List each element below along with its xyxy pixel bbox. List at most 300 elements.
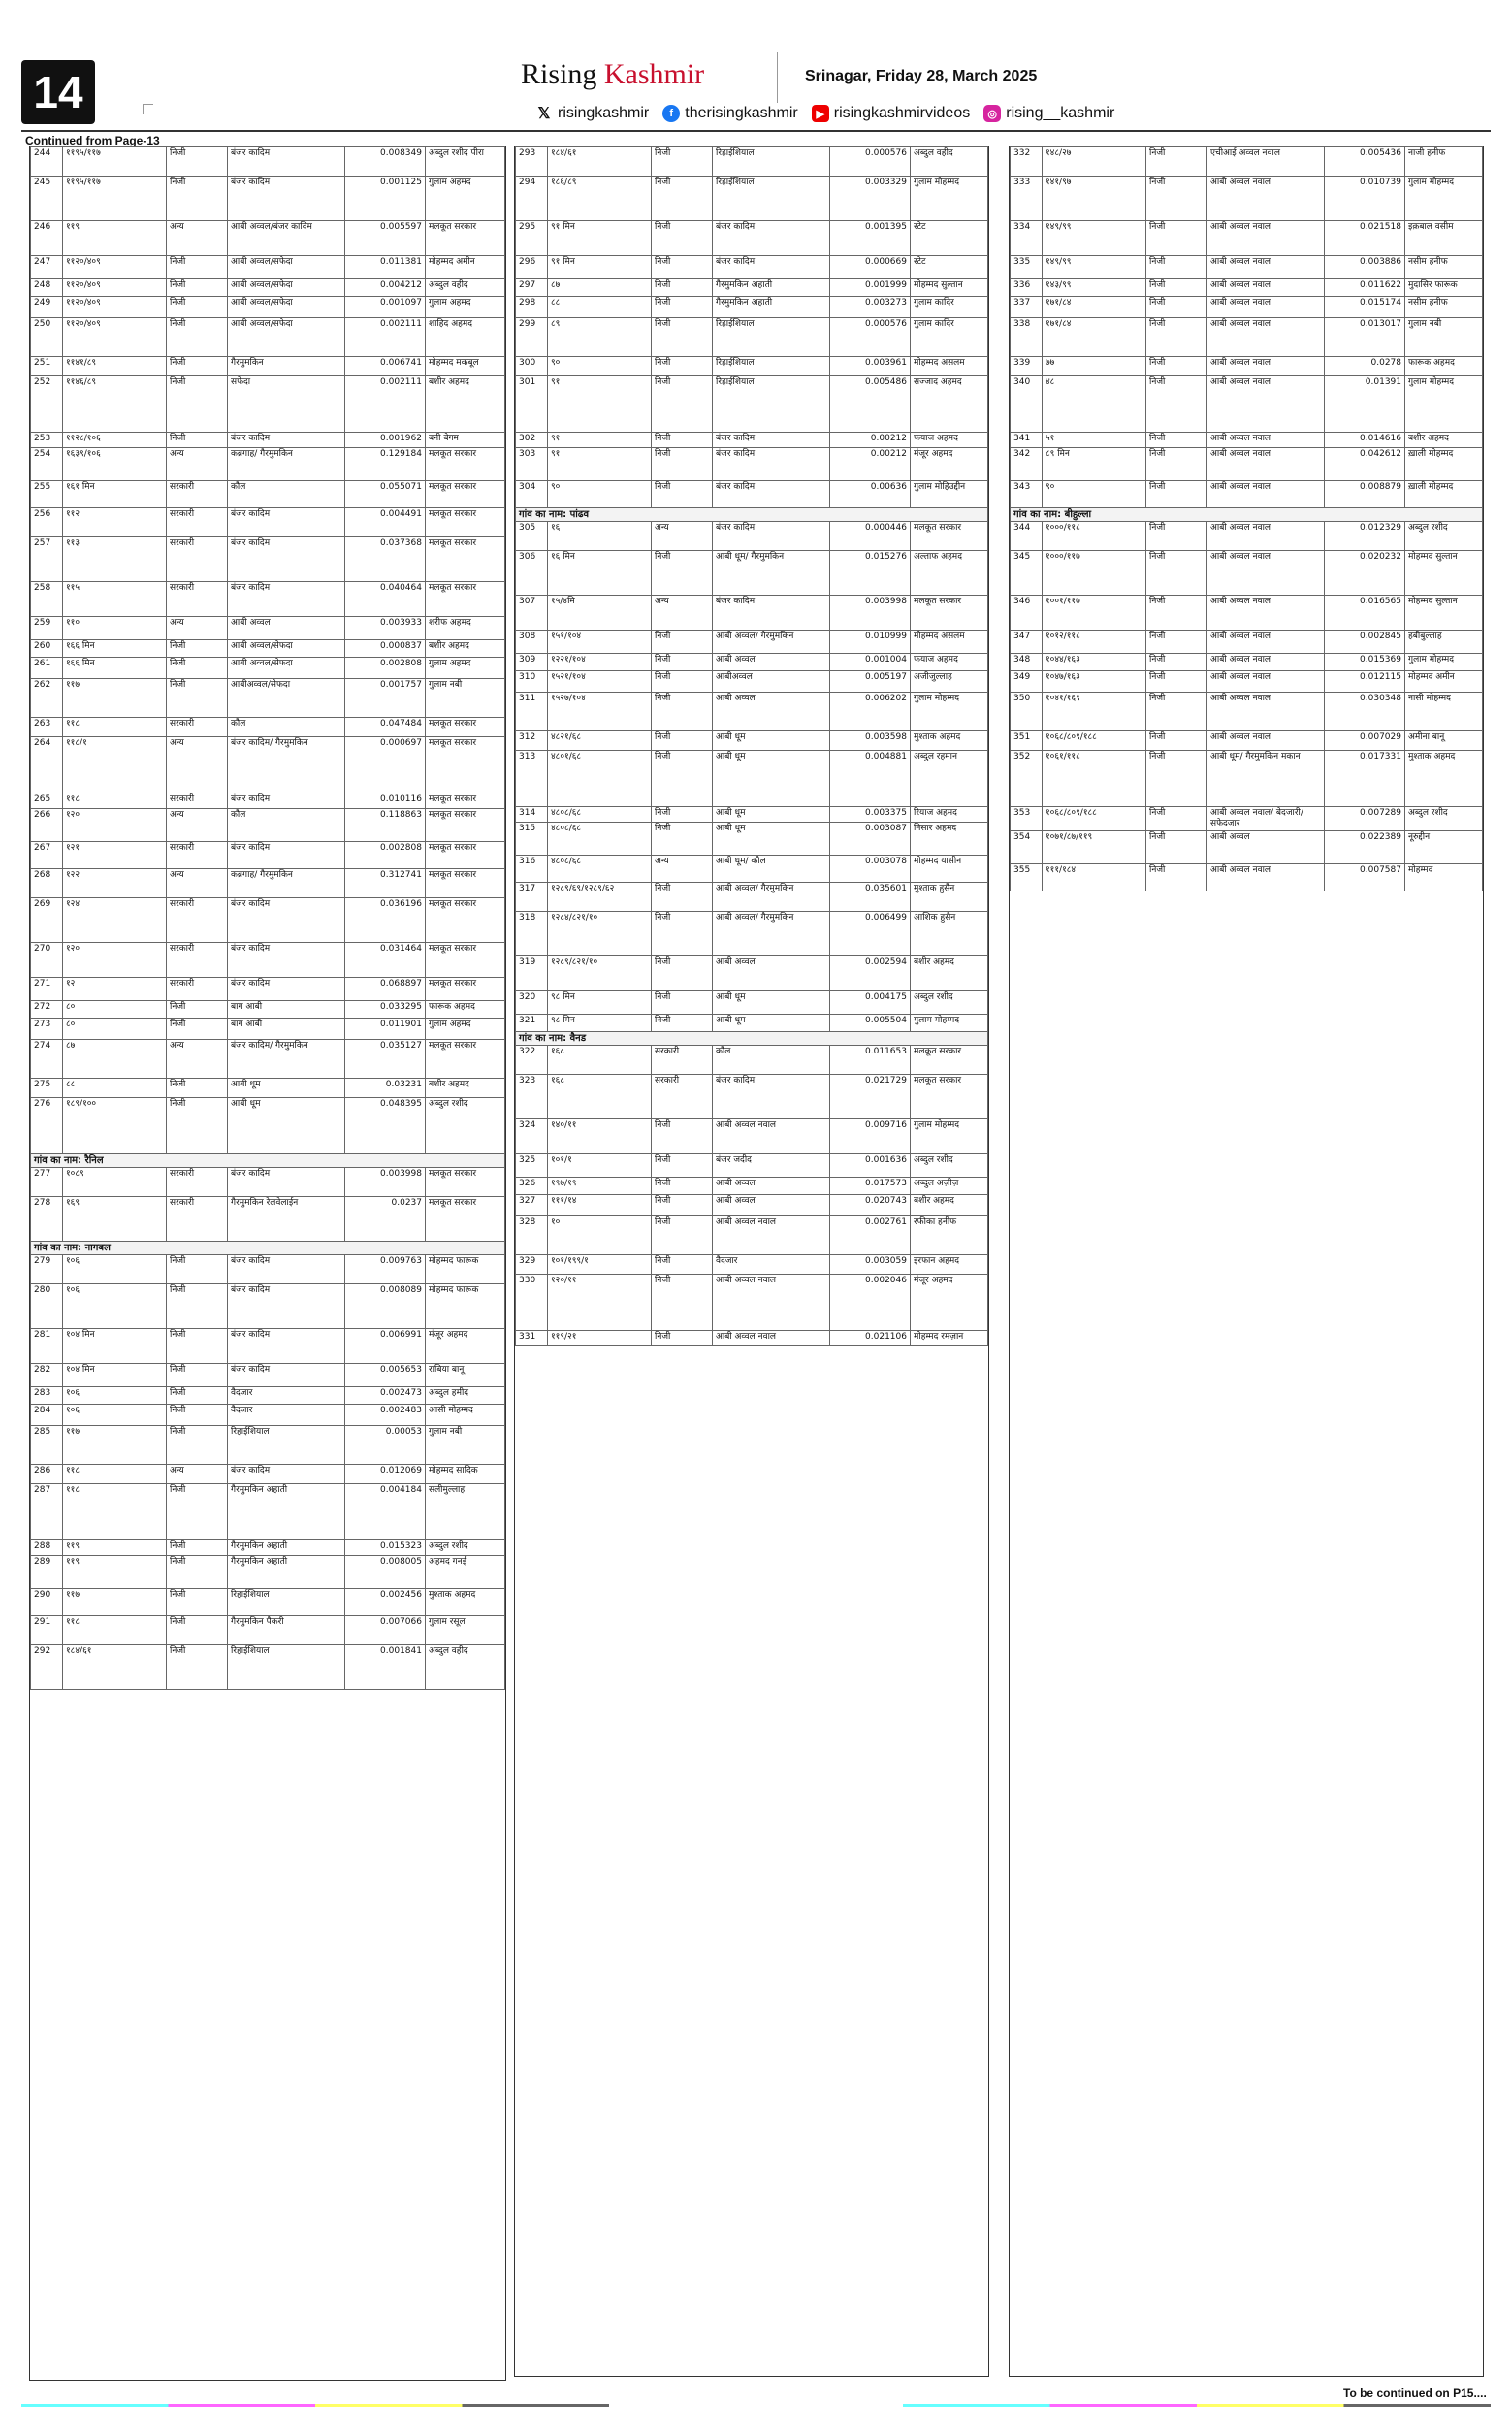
khasra-number: ११९ [63, 1556, 167, 1589]
khasra-number: १४९/९९ [1043, 256, 1146, 279]
ownership-type: अन्य [167, 1040, 228, 1079]
khasra-number: ११३ [63, 537, 167, 582]
khasra-number: १८६/८९ [548, 177, 652, 221]
khasra-number: १०४१/१६९ [1043, 693, 1146, 731]
khasra-number: ९० [548, 481, 652, 508]
khasra-number: १०६ [63, 1284, 167, 1329]
land-type: आबी अव्वल/सफेदा [228, 297, 345, 318]
land-type: बंजर कादिम [228, 582, 345, 617]
owner-name: अब्दुल रशीद [911, 991, 988, 1015]
land-type: आबी धूम [228, 1098, 345, 1154]
land-type: बंजर कादिम [228, 1329, 345, 1364]
table-row [31, 1255, 505, 1284]
land-type: आबी अव्वल नवाल [1207, 522, 1325, 551]
khasra-number: ११८ [63, 1465, 167, 1484]
area-value: 0.003273 [830, 297, 911, 318]
land-type: आबी अव्वल/सफेदा [228, 256, 345, 279]
social-instagram[interactable] [983, 105, 1114, 122]
social-x[interactable] [535, 105, 649, 122]
serial-number: 269 [31, 898, 63, 943]
table-row [31, 279, 505, 297]
owner-name: गुलाम अहमद [426, 177, 505, 221]
khasra-number: ४८०८/६८ [548, 856, 652, 883]
table-row [31, 978, 505, 1001]
serial-number: 285 [31, 1426, 63, 1465]
owner-name: अब्दुल रशीद [1405, 807, 1483, 831]
ownership-type: निजी [1146, 177, 1207, 221]
owner-name: मोहम्मद सादिक [426, 1465, 505, 1484]
area-value: 0.035127 [345, 1040, 426, 1079]
area-value: 0.0237 [345, 1197, 426, 1242]
land-type: आबी अव्वल नवाल [713, 1331, 830, 1346]
serial-number: 254 [31, 448, 63, 481]
ownership-type: सरकारी [652, 1075, 713, 1119]
ownership-type: अन्य [652, 596, 713, 631]
ownership-type: निजी [167, 1540, 228, 1556]
serial-number: 305 [516, 522, 548, 551]
area-value: 0.009716 [830, 1119, 911, 1154]
serial-number: 280 [31, 1284, 63, 1329]
owner-name: सलीमुल्लाह [426, 1484, 505, 1540]
area-value: 0.021518 [1325, 221, 1405, 256]
serial-number: 349 [1011, 671, 1043, 693]
land-type: आबी धूम [713, 823, 830, 856]
table-row [1011, 279, 1483, 297]
land-type: बंजर कादिम [228, 1465, 345, 1484]
land-table-col2 [515, 146, 988, 1346]
serial-number: 315 [516, 823, 548, 856]
khasra-number: ४८२१/६८ [548, 731, 652, 751]
land-type: बंजर कादिम [713, 596, 830, 631]
owner-name: मलकूत सरकार [426, 809, 505, 842]
area-value: 0.014616 [1325, 433, 1405, 448]
land-type: बंजर कादिम [713, 256, 830, 279]
land-type: रिहाईशियाल [713, 147, 830, 177]
area-value: 0.003598 [830, 731, 911, 751]
khasra-number: १६६ मिन [63, 640, 167, 658]
table-row [1011, 433, 1483, 448]
column-1 [29, 146, 506, 2381]
serial-number: 279 [31, 1255, 63, 1284]
owner-name: बशीर अहमद [1405, 433, 1483, 448]
land-type: आबी अव्वल नवाल [1207, 433, 1325, 448]
ownership-type: सरकारी [167, 582, 228, 617]
land-type: आबी अव्वल नवाल [1207, 297, 1325, 318]
ownership-type: सरकारी [167, 718, 228, 737]
table-row [516, 1195, 988, 1216]
table-row [31, 433, 505, 448]
serial-number: 245 [31, 177, 63, 221]
serial-number: 247 [31, 256, 63, 279]
serial-number: 288 [31, 1540, 63, 1556]
table-row [516, 807, 988, 823]
ownership-type: निजी [652, 256, 713, 279]
area-value: 0.012115 [1325, 671, 1405, 693]
khasra-number: १४८/२७ [1043, 147, 1146, 177]
ownership-type: निजी [167, 658, 228, 679]
serial-number: 289 [31, 1556, 63, 1589]
ownership-type: निजी [1146, 481, 1207, 508]
facebook-icon: f [662, 105, 680, 122]
serial-number: 319 [516, 956, 548, 991]
social-youtube-handle: risingkashmirvideos [833, 105, 971, 121]
table-row [516, 991, 988, 1015]
land-type: बंजर कादिम [713, 433, 830, 448]
area-value: 0.011381 [345, 256, 426, 279]
land-type: रिहाईशियाल [713, 376, 830, 433]
ownership-type: निजी [167, 1001, 228, 1019]
khasra-number: ९८ मिन [548, 1015, 652, 1032]
area-value: 0.006991 [345, 1329, 426, 1364]
area-value: 0.010739 [1325, 177, 1405, 221]
masthead-rising: Rising [521, 58, 597, 90]
village-section [31, 1242, 505, 1255]
serial-number: 244 [31, 147, 63, 177]
khasra-number: ११९५/११७ [63, 177, 167, 221]
owner-name: फयाज अहमद [911, 433, 988, 448]
khasra-number: ८८ [63, 1079, 167, 1098]
area-value: 0.002845 [1325, 631, 1405, 654]
ownership-type: निजी [652, 956, 713, 991]
table-row [31, 617, 505, 640]
owner-name: नसीम हनीफ [1405, 297, 1483, 318]
owner-name: नसीम हनीफ [1405, 256, 1483, 279]
khasra-number: १५१/१०४ [548, 631, 652, 654]
serial-number: 322 [516, 1046, 548, 1075]
area-value: 0.020743 [830, 1195, 911, 1216]
print-color-bar [21, 2404, 1491, 2407]
serial-number: 246 [31, 221, 63, 256]
serial-number: 248 [31, 279, 63, 297]
ownership-type: सरकारी [167, 978, 228, 1001]
ownership-type: निजी [1146, 147, 1207, 177]
serial-number: 296 [516, 256, 548, 279]
land-type: गैरमुमकिन अहाती [228, 1484, 345, 1540]
owner-name: मंजूर अहमद [911, 1275, 988, 1331]
khasra-number: १४०/११ [548, 1119, 652, 1154]
ownership-type: निजी [167, 679, 228, 718]
area-value: 0.003933 [345, 617, 426, 640]
land-table-col1 [30, 146, 505, 1690]
khasra-number: ११४६/८९ [63, 376, 167, 433]
serial-number: 346 [1011, 596, 1043, 631]
youtube-icon: ▶ [812, 105, 829, 122]
area-value: 0.004175 [830, 991, 911, 1015]
ownership-type: अन्य [167, 809, 228, 842]
serial-number: 324 [516, 1119, 548, 1154]
owner-name: आशिक हुसैन [911, 912, 988, 956]
khasra-number: ११२ [63, 508, 167, 537]
serial-number: 266 [31, 809, 63, 842]
table-row [1011, 297, 1483, 318]
land-type: आबी धूम [713, 751, 830, 807]
khasra-number: ११२०/४०९ [63, 279, 167, 297]
land-type: आबी अव्वल नवाल [1207, 731, 1325, 751]
khasra-number: ११५ [63, 582, 167, 617]
ownership-type: निजी [1146, 376, 1207, 433]
table-row [31, 1098, 505, 1154]
owner-name: मोहम्मद फारूक [426, 1284, 505, 1329]
area-value: 0.009763 [345, 1255, 426, 1284]
table-row [31, 318, 505, 357]
ownership-type: निजी [1146, 654, 1207, 671]
land-type: बंजर कादिम [228, 793, 345, 809]
area-value: 0.022389 [1325, 831, 1405, 864]
ownership-type: निजी [652, 357, 713, 376]
ownership-type: निजी [1146, 318, 1207, 357]
khasra-number: १०७१/८७/११९ [1043, 831, 1146, 864]
village-name-heading: गांव का नाम: वैनड [516, 1032, 988, 1046]
social-instagram-handle: rising__kashmir [1006, 105, 1115, 121]
khasra-number: ४८ [1043, 376, 1146, 433]
owner-name: नाजी हनीफ [1405, 147, 1483, 177]
owner-name: मलकूत सरकार [426, 508, 505, 537]
ownership-type: निजी [652, 1178, 713, 1195]
serial-number: 332 [1011, 147, 1043, 177]
table-row [516, 1275, 988, 1331]
owner-name: नासी मोहम्मद [1405, 693, 1483, 731]
table-row [31, 943, 505, 978]
area-value: 0.012069 [345, 1465, 426, 1484]
table-row [1011, 481, 1483, 508]
ownership-type: निजी [652, 1015, 713, 1032]
owner-name: मोहम्मद सुल्तान [1405, 596, 1483, 631]
social-youtube[interactable] [812, 105, 971, 122]
serial-number: 275 [31, 1079, 63, 1098]
area-value: 0.000697 [345, 737, 426, 793]
land-type: आबीअव्वल [713, 671, 830, 693]
ownership-type: निजी [1146, 357, 1207, 376]
serial-number: 329 [516, 1255, 548, 1275]
land-type: आबी अव्वल [713, 654, 830, 671]
ownership-type: निजी [1146, 671, 1207, 693]
khasra-number: १८४/६१ [63, 1645, 167, 1690]
owner-name: अब्दुल रशीद [426, 1098, 505, 1154]
ownership-type: निजी [167, 177, 228, 221]
khasra-number: ९० [548, 357, 652, 376]
khasra-number: ९१ [548, 433, 652, 448]
serial-number: 298 [516, 297, 548, 318]
area-value: 0.015323 [345, 1540, 426, 1556]
table-body [516, 1046, 988, 1346]
serial-number: 327 [516, 1195, 548, 1216]
table-row [31, 508, 505, 537]
land-type: गैरमुमकिन अहाती [228, 1540, 345, 1556]
owner-name: गुलाम अहमद [426, 297, 505, 318]
serial-number: 330 [516, 1275, 548, 1331]
area-value: 0.002594 [830, 956, 911, 991]
ownership-type: निजी [652, 1119, 713, 1154]
area-value: 0.033295 [345, 1001, 426, 1019]
serial-number: 321 [516, 1015, 548, 1032]
land-type: आबी अव्वल नवाल [1207, 448, 1325, 481]
area-value: 0.031464 [345, 943, 426, 978]
owner-name: मुश्ताक हुसैन [911, 883, 988, 912]
owner-name: सज्जाद अहमद [911, 376, 988, 433]
area-value: 0.003087 [830, 823, 911, 856]
area-value: 0.001395 [830, 221, 911, 256]
serial-number: 271 [31, 978, 63, 1001]
serial-number: 270 [31, 943, 63, 978]
land-type: आबी अव्वल नवाल [1207, 671, 1325, 693]
area-value: 0.003375 [830, 807, 911, 823]
area-value: 0.00636 [830, 481, 911, 508]
owner-name: गुलाम मोहम्मद [911, 1015, 988, 1032]
area-value: 0.011901 [345, 1019, 426, 1040]
ownership-type: निजी [652, 221, 713, 256]
table-row [31, 1079, 505, 1098]
ownership-type: निजी [167, 1079, 228, 1098]
serial-number: 290 [31, 1589, 63, 1616]
ownership-type: निजी [652, 551, 713, 596]
table-row [516, 693, 988, 731]
owner-name: इक़बाल वसीम [1405, 221, 1483, 256]
area-value: 0.000576 [830, 147, 911, 177]
khasra-number: १८४/६१ [548, 147, 652, 177]
table-body [516, 522, 988, 1032]
table-row [31, 640, 505, 658]
table-row [516, 654, 988, 671]
serial-number: 304 [516, 481, 548, 508]
owner-name: मोहम्मद मकबूल [426, 357, 505, 376]
khasra-number: १२४ [63, 898, 167, 943]
area-value: 0.010999 [830, 631, 911, 654]
owner-name: मलकूत सरकार [426, 582, 505, 617]
table-row [516, 731, 988, 751]
area-value: 0.007587 [1325, 864, 1405, 891]
serial-number: 297 [516, 279, 548, 297]
table-row [516, 1075, 988, 1119]
serial-number: 333 [1011, 177, 1043, 221]
owner-name: मलकूत सरकार [426, 898, 505, 943]
table-row [31, 737, 505, 793]
owner-name: मलकूत सरकार [911, 522, 988, 551]
ownership-type: निजी [652, 1275, 713, 1331]
khasra-number: ११८ [63, 718, 167, 737]
owner-name: फारूक अहमद [1405, 357, 1483, 376]
owner-name: मुश्ताक अहमद [911, 731, 988, 751]
table-row [31, 1540, 505, 1556]
ownership-type: सरकारी [167, 943, 228, 978]
area-value: 0.036196 [345, 898, 426, 943]
area-value: 0.00053 [345, 1426, 426, 1465]
land-type: बंजर कादिम/ गैरमुमकिन [228, 737, 345, 793]
ownership-type: निजी [1146, 751, 1207, 807]
table-row [516, 481, 988, 508]
ownership-type: निजी [167, 1098, 228, 1154]
serial-number: 268 [31, 869, 63, 898]
owner-name: मोहम्मद [1405, 864, 1483, 891]
area-value: 0.007066 [345, 1616, 426, 1645]
table-row [516, 1331, 988, 1346]
table-row [1011, 357, 1483, 376]
table-row [1011, 631, 1483, 654]
table-row [516, 1178, 988, 1195]
serial-number: 286 [31, 1465, 63, 1484]
table-row [516, 1154, 988, 1178]
table-row [516, 357, 988, 376]
area-value: 0.004184 [345, 1484, 426, 1540]
ownership-type: निजी [652, 297, 713, 318]
land-type: आबी अव्वल नवाल [1207, 631, 1325, 654]
serial-number: 307 [516, 596, 548, 631]
table-row [31, 1589, 505, 1616]
owner-name: बशीर अहमद [426, 1079, 505, 1098]
table-row [31, 1284, 505, 1329]
land-type: गैरमुमकिन रेलवेलाईन [228, 1197, 345, 1242]
social-facebook[interactable] [662, 105, 797, 122]
khasra-number: ११४१/८९ [63, 357, 167, 376]
table-row [1011, 693, 1483, 731]
land-type: आबी अव्वल नवाल [1207, 221, 1325, 256]
land-type: आबी अव्वल नवाल [1207, 551, 1325, 596]
land-type: सफेदा [228, 376, 345, 433]
owner-name: हबीबुल्लाह [1405, 631, 1483, 654]
owner-name: गुलाम कादिर [911, 297, 988, 318]
khasra-number: ८८ [548, 297, 652, 318]
land-type: कब्रगाह/ गैरमुमकिन [228, 448, 345, 481]
area-value: 0.001999 [830, 279, 911, 297]
ownership-type: निजी [1146, 596, 1207, 631]
ownership-type: सरकारी [167, 793, 228, 809]
land-type: आबी धूम [713, 731, 830, 751]
table-row [1011, 448, 1483, 481]
owner-name: अब्दुल अज़ीज़ [911, 1178, 988, 1195]
land-type: वैदजार [228, 1387, 345, 1405]
ownership-type: निजी [167, 640, 228, 658]
serial-number: 255 [31, 481, 63, 508]
owner-name: स्टेट [911, 256, 988, 279]
ownership-type: निजी [652, 1154, 713, 1178]
khasra-number: १०६ [63, 1255, 167, 1284]
serial-number: 350 [1011, 693, 1043, 731]
table-body [31, 147, 505, 1154]
ownership-type: निजी [167, 1556, 228, 1589]
land-type: गैरमुमकिन अहाती [228, 1556, 345, 1589]
ownership-type: अन्य [167, 869, 228, 898]
ownership-type: निजी [1146, 221, 1207, 256]
ownership-type: निजी [1146, 807, 1207, 831]
table-row [516, 279, 988, 297]
owner-name: मुश्ताक अहमद [1405, 751, 1483, 807]
ownership-type: सरकारी [167, 1168, 228, 1197]
table-row [31, 256, 505, 279]
table-row [1011, 551, 1483, 596]
khasra-number: ९१ मिन [548, 256, 652, 279]
land-type: आबी अव्वल/ गैरमुमकिन [713, 883, 830, 912]
serial-number: 334 [1011, 221, 1043, 256]
table-row [516, 1216, 988, 1255]
owner-name: फारूक अहमद [426, 1001, 505, 1019]
khasra-number: १११/१४ [548, 1195, 652, 1216]
land-type: बंजर कादिम [228, 537, 345, 582]
area-value: 0.005486 [830, 376, 911, 433]
owner-name: गुलाम मोहिउद्दीन [911, 481, 988, 508]
ownership-type: निजी [167, 1616, 228, 1645]
owner-name: मलकूत सरकार [426, 978, 505, 1001]
area-value: 0.007289 [1325, 807, 1405, 831]
land-type: आबी अव्वल [713, 1195, 830, 1216]
area-value: 0.013017 [1325, 318, 1405, 357]
owner-name: मलकूत सरकार [911, 1075, 988, 1119]
table-row [31, 481, 505, 508]
owner-name: मलकूत सरकार [426, 869, 505, 898]
table-row [1011, 147, 1483, 177]
khasra-number: ८९ मिन [1043, 448, 1146, 481]
ownership-type: निजी [652, 883, 713, 912]
serial-number: 318 [516, 912, 548, 956]
ownership-type: निजी [167, 1329, 228, 1364]
